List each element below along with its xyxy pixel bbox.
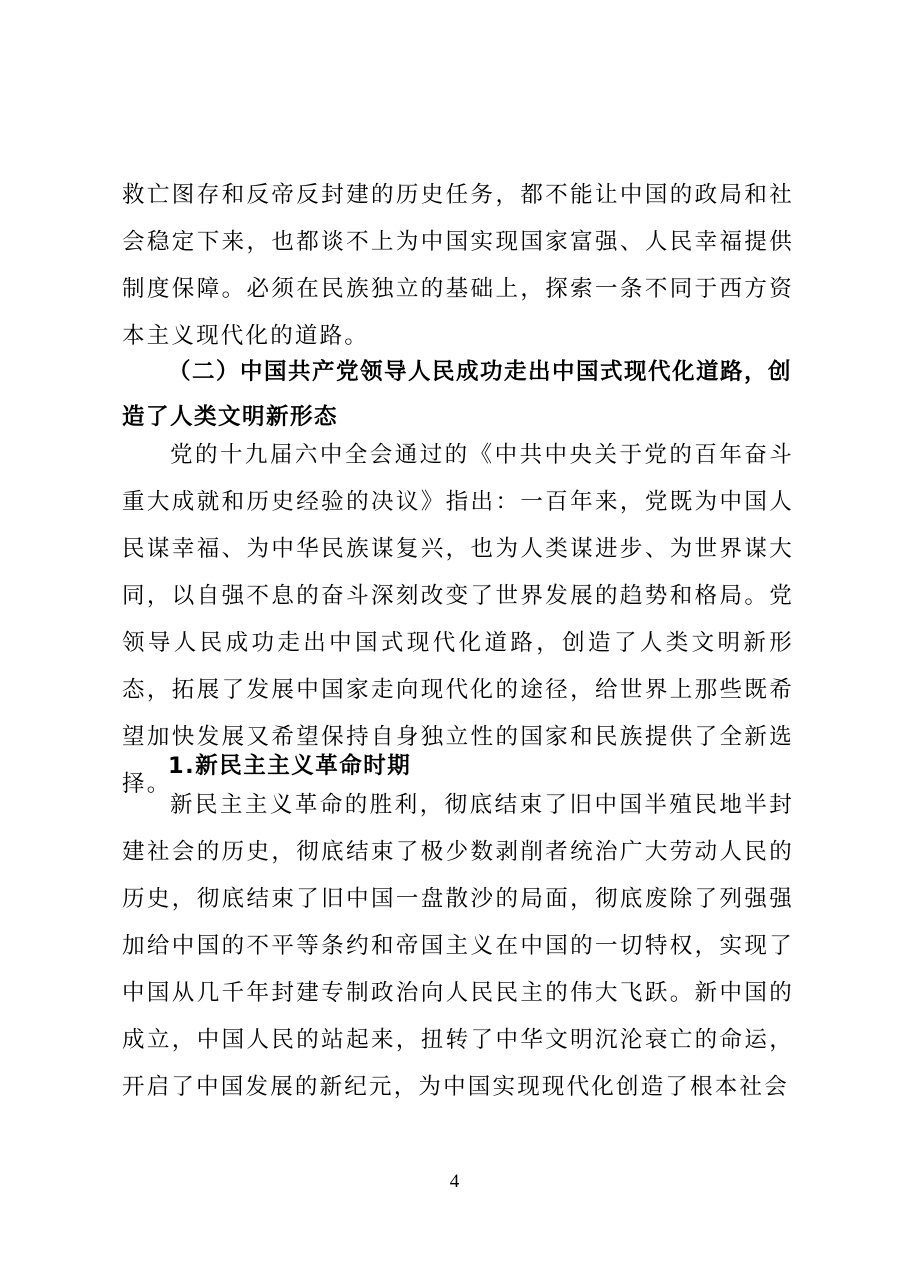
page-number: 4 — [449, 1171, 460, 1192]
section-heading: （二）中国共产党领导人民成功走出中国式现代化道路，创造了人类文明新形态 — [122, 359, 793, 430]
paragraph-continuation: 救亡图存和反帝反封建的历史任务，都不能让中国的政局和社会稳定下来，也都谈不上为中国实现国家富强、人民幸福提供制度保障。必须在民族独立的基础上，探索一条不同于西方资本主义现代化的道路。 — [122, 182, 794, 349]
subsection-heading: 1.新民主主义革命时期 — [168, 753, 412, 779]
paragraph-new-democratic-revolution: 新民主主义革命的胜利，彻底结束了旧中国半殖民地半封建社会的历史，彻底结束了极少数剥削者统治广大劳动人民的历史，彻底结束了旧中国一盘散沙的局面，彻底废除了列强强加给中国的不平等条约和帝国主义在中国的一切特权，实现了中国从几千年封建专制政治向人民民主的伟大飞跃。新中国的成立，中国人民的站起来，扭转了中华文明沉沦衰亡的命运，开启了中国发展的新纪元，为中国实现现代化创造了根本社会 — [122, 792, 794, 1100]
paragraph-resolution: 党的十九届六中全会通过的《中共中央关于党的百年奋斗重大成就和历史经验的决议》指出：一百年来，党既为中国人民谋幸福、为中华民族谋复兴，也为人类谋进步、为世界谋大同，以自强不息的奋斗深刻改变了世界发展的趋势和格局。党领导人民成功走出中国式现代化道路，创造了人类文明新形态，拓展了发展中国家走向现代化的途径，给世界上那些既希望加快发展又希望保持自身独立性的国家和民族提供了全新选择。 — [122, 442, 794, 797]
